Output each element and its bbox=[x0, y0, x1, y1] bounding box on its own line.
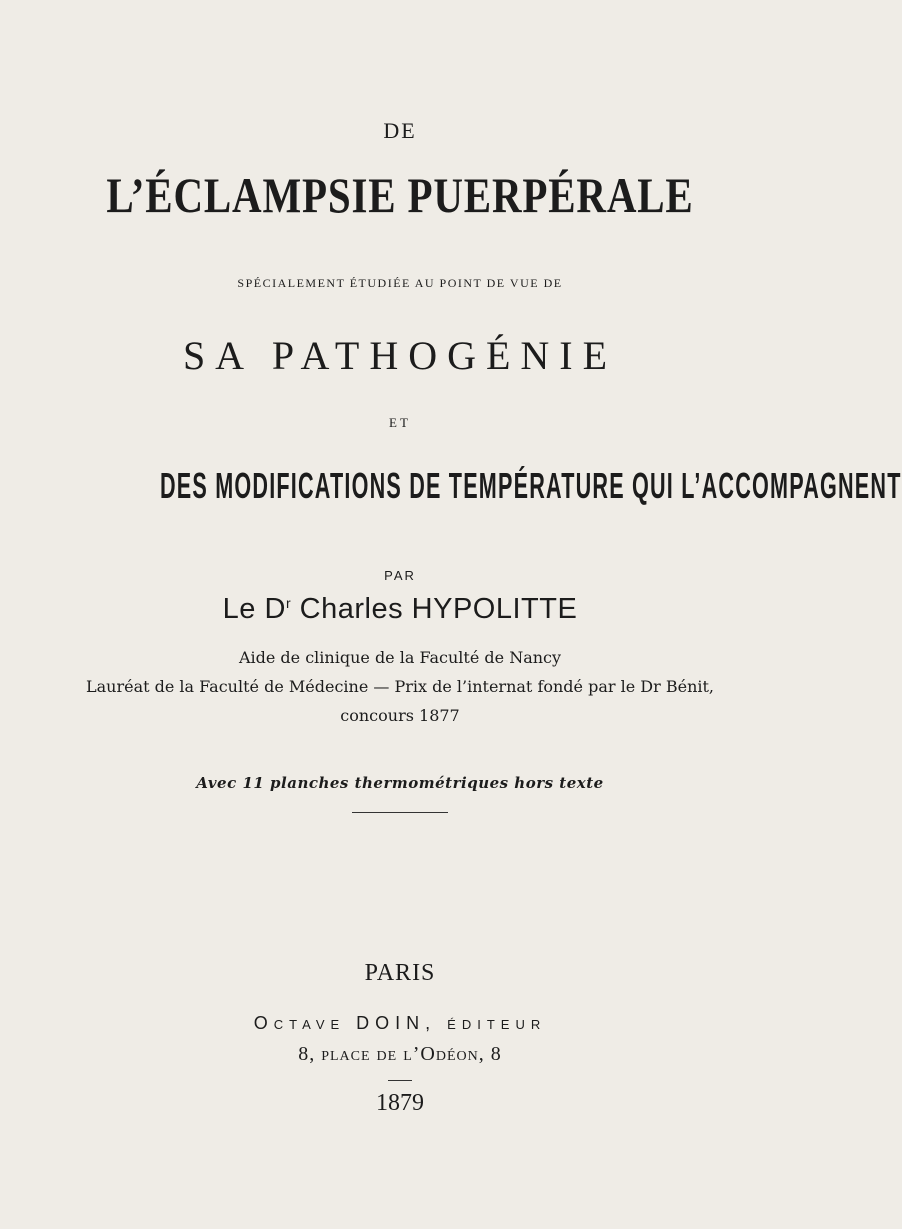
plates-note: Avec 11 planches thermométriques hors texte bbox=[196, 774, 604, 792]
modifications-heading: DES MODIFICATIONS DE TEMPÉRATURE QUI L’ACCOMPAGNENT bbox=[159, 465, 902, 506]
author-prefix: Le D bbox=[222, 593, 286, 625]
address: 8, place de l’Odéon, 8 bbox=[298, 1043, 502, 1065]
conjunction-et: ET bbox=[389, 415, 411, 430]
divider-rule bbox=[352, 812, 448, 813]
credential-3: concours 1877 bbox=[340, 706, 460, 725]
title-prefix: DE bbox=[383, 118, 417, 143]
main-title: L’ÉCLAMPSIE PUERPÉRALE bbox=[106, 167, 694, 223]
city: PARIS bbox=[364, 960, 436, 986]
author-sup: r bbox=[285, 595, 292, 611]
par-label: PAR bbox=[384, 568, 416, 583]
credential-1: Aide de clinique de la Faculté de Nancy bbox=[238, 648, 562, 667]
credential-2: Lauréat de la Faculté de Médecine — Prix de l’internat fondé par le Dr Bénit, bbox=[85, 677, 715, 696]
publication-year: 1879 bbox=[376, 1090, 424, 1116]
author-name: Charles HYPOLITTE bbox=[299, 593, 578, 625]
short-divider-rule bbox=[388, 1080, 412, 1081]
subtitle: SPÉCIALEMENT ÉTUDIÉE AU POINT DE VUE DE bbox=[237, 276, 563, 290]
publisher: Octave DOIN, éditeur bbox=[253, 1013, 547, 1033]
pathogenie-heading: SA PATHOGÉNIE bbox=[182, 333, 618, 378]
author-line bbox=[0, 593, 800, 626]
